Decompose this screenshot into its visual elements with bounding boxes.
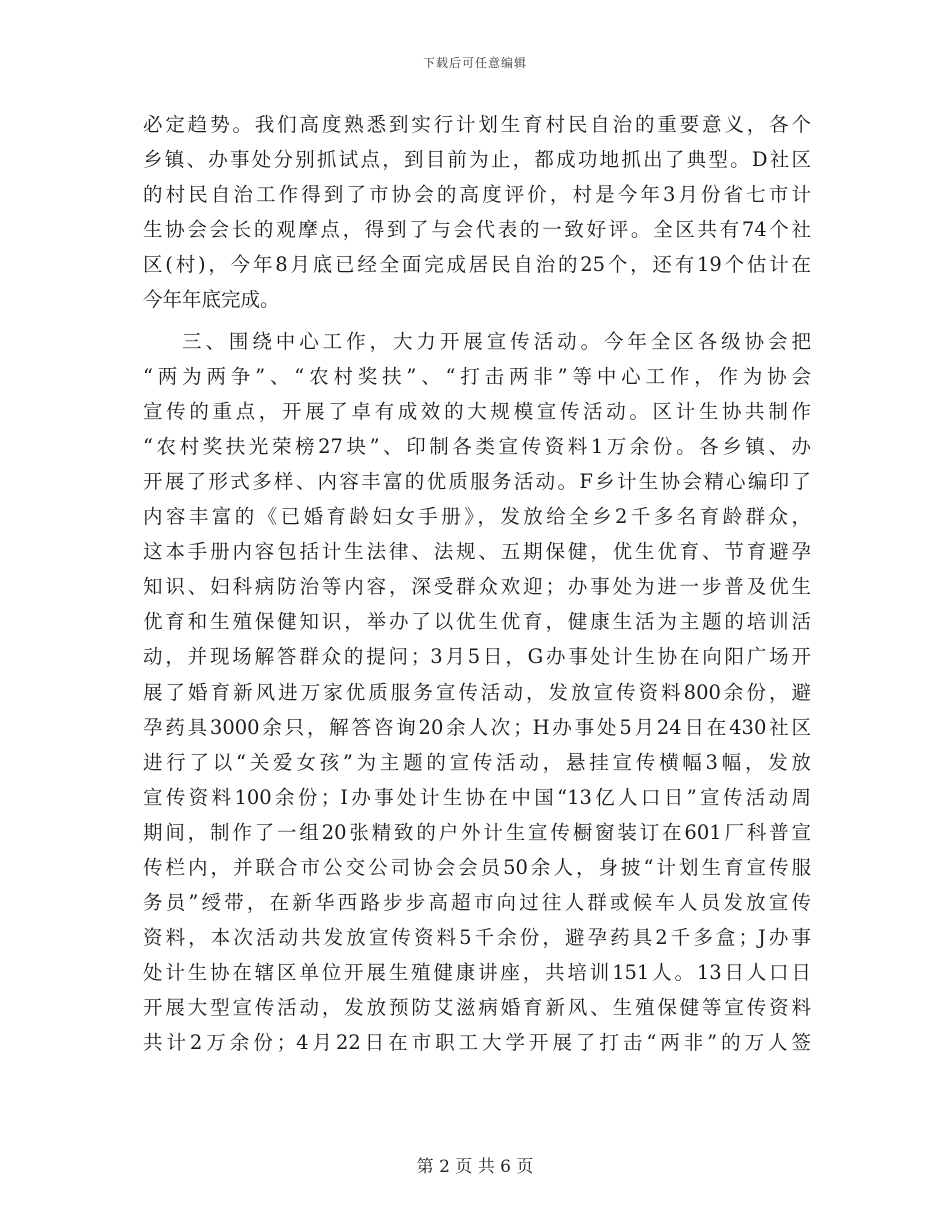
text-line: 开展大型宣传活动，发放预防艾滋病婚育新风、生殖保健等宣传资料 <box>143 996 811 1020</box>
text-line: 必定趋势。我们高度熟悉到实行计划生育村民自治的重要意义，各个 <box>143 113 811 136</box>
page-header: 下载后可任意编辑 <box>422 56 527 70</box>
text-line: 展了婚育新风进万家优质服务宣传活动，发放宣传资料800余份，避 <box>143 680 811 704</box>
text-line: 知识、妇科病防治等内容，深受群众欢迎；办事处为进一步普及优生 <box>143 575 811 599</box>
text-line: 处计生协在辖区单位开展生殖健康讲座，共培训151人。13日人口日 <box>143 961 811 985</box>
document-body <box>143 107 811 1061</box>
text-line: 进行了以“关爱女孩”为主题的宣传活动，悬挂宣传横幅3幅，发放 <box>143 750 811 774</box>
paragraph-2 <box>143 324 811 1061</box>
text-line: 这本手册内容包括计生法律、法规、五期保健，优生优育、节育避孕 <box>143 540 811 564</box>
text-line: 的村民自治工作得到了市协会的高度评价，村是今年3月份省七市计 <box>143 183 811 207</box>
text-line: 务员”绶带，在新华西路步步高超市向过往人群或候车人员发放宣传 <box>143 891 811 915</box>
text-line: 区(村)，今年8月底已经全面完成居民自治的25个，还有19个估计在 <box>143 253 811 277</box>
text-line: 传栏内，并联合市公交公司协会会员50余人，身披“计划生育宣传服 <box>143 855 811 879</box>
text-line: 动，并现场解答群众的提问；3月5日，G办事处计生协在向阳广场开 <box>143 645 811 669</box>
page-number-footer: 第 2 页 共 6 页 <box>416 1157 534 1177</box>
paragraph-1 <box>143 107 811 318</box>
text-line: 开展了形式多样、内容丰富的优质服务活动。F乡计生协会精心编印了 <box>143 469 811 493</box>
text-line: 宣传资料100余份；I办事处计生协在中国“13亿人口日”宣传活动周 <box>143 785 811 809</box>
text-line: 今年年底完成。 <box>143 288 280 312</box>
text-line: 生协会会长的观摩点，得到了与会代表的一致好评。全区共有74个社 <box>143 218 811 242</box>
text-line: 乡镇、办事处分别抓试点，到目前为止，都成功地抓出了典型。D社区 <box>143 148 811 172</box>
text-line: 资料，本次活动共发放宣传资料5千余份，避孕药具2千多盒；J办事 <box>143 926 811 950</box>
text-line: 三、围绕中心工作，大力开展宣传活动。今年全区各级协会把 <box>182 329 811 353</box>
text-line: 宣传的重点，开展了卓有成效的大规模宣传活动。区计生协共制作 <box>143 399 811 423</box>
text-line: 孕药具3000余只，解答咨询20余人次；H办事处5月24日在430社区 <box>143 715 811 739</box>
text-line: 期间，制作了一组20张精致的户外计生宣传橱窗装订在601厂科普宣 <box>143 820 811 844</box>
text-line: 共计2万余份；4月22日在市职工大学开展了打击“两非”的万人签 <box>143 1031 811 1055</box>
text-line: “两为两争”、“农村奖扶”、“打击两非”等中心工作，作为协会 <box>143 364 811 388</box>
text-line: 内容丰富的《已婚育龄妇女手册》，发放给全乡2千多名育龄群众， <box>143 505 811 529</box>
text-line: “农村奖扶光荣榜27块”、印制各类宣传资料1万余份。各乡镇、办 <box>143 434 811 458</box>
text-line: 优育和生殖保健知识，举办了以优生优育，健康生活为主题的培训活 <box>143 610 811 634</box>
